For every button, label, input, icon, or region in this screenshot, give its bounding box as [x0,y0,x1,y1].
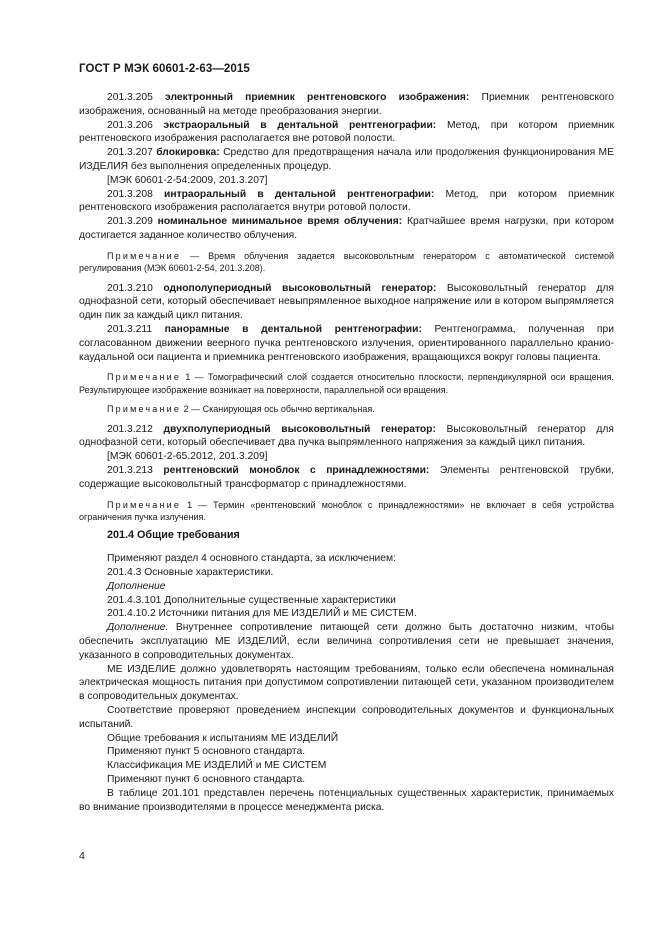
definition-paragraph [79,91,614,119]
definitions-block [79,91,614,523]
definition-number: 201.3.212 [107,423,153,435]
definition-paragraph [79,188,614,216]
definition-paragraph [79,423,614,451]
definition-text: Элементы рентгеновской трубки, содержащие высоковольтный трансформатор с принадлежностями. [79,464,614,490]
definition-paragraph [79,119,614,147]
page-content [79,91,614,814]
definition-text: Кратчайшее время нагрузки, при котором достигается заданное количество облучения. [79,216,614,241]
note-text: — Время облучения задается высоковольтным генератором с автоматической системой регулирования (МЭК 60601-2-54, 201.3.208). [79,250,614,274]
note-paragraph [79,371,614,396]
note-paragraph [79,499,614,524]
note-paragraph [79,250,614,275]
definition-text: Метод, при котором приемник рентгеновского изображения располагается внутри ротовой полости. [79,188,614,214]
section-line: 201.4.3.101 Дополнительные существенные характеристики [107,594,396,606]
definition-paragraph [79,146,614,174]
definition-term: панорамные в дентальной рентгенографии: [164,323,422,335]
definition-number: 201.3.213 [107,464,153,476]
section-line: Применяют раздел 4 основного стандарта, за исключением: [107,553,396,565]
section-line: Классификация МЕ ИЗДЕЛИЙ и МЕ СИСТЕМ [107,760,327,772]
definition-text: Приемник рентгеновского изображения, основанный на методе преобразования энергии. [79,92,614,117]
reference-line: [МЭК 60601-2-54:2009, 201.3.207] [107,174,268,186]
note-label: Примечание [107,404,182,415]
document-header: ГОСТ Р МЭК 60601-2-63—2015 [79,63,250,75]
body-paragraph: МЕ ИЗДЕЛИЕ должно удовлетворять настоящим требованиям, только если обеспечена номинальная электрическая мощность питания при допустимом сопротивлении питающей сети, указанном производителем в сопроводительных документах. [79,663,614,703]
section-line: 201.4.10.2 Источники питания для МЕ ИЗДЕЛИЙ и МЕ СИСТЕМ. [107,608,417,620]
definition-text: Средство для предотвращения начала или продолжения функционирования МЕ ИЗДЕЛИЯ без выполнения определенных процедур. [79,147,614,172]
definition-term: электронный приемник рентгеновского изображения: [165,92,470,103]
note-label: Примечание [107,499,182,510]
addition-paragraph [79,621,614,662]
definition-term: номинальное минимальное время облучения: [157,216,403,228]
definition-text: Метод, при котором приемник рентгеновского изображения располагается вне ротовой полости. [79,119,614,145]
definition-term: экстраоральный в дентальной рентгенографии: [163,119,437,131]
body-paragraph: Соответствие проверяют проведением инспекции сопроводительных документов и функциональных испытаний. [79,704,614,730]
definition-text: Высоковольтный генератор для однофазной сети, который обеспечивает невыпрямленное выходное напряжение или в котором выпрямляется один пик за каждый цикл питания. [79,282,614,322]
definition-term: однополупериодный высоковольтный генератор: [163,282,437,294]
note-label: Примечание [107,372,182,383]
definition-paragraph [79,215,614,243]
definition-number: 201.3.210 [107,282,153,294]
section-body [79,552,614,814]
definition-number: 201.3.211 [107,323,153,335]
section-line: Дополнение [107,580,166,592]
definition-paragraph [79,282,614,323]
definition-term: блокировка: [156,147,220,159]
definition-paragraph [79,323,614,364]
section-line: 201.4.3 Основные характеристики. [107,566,274,578]
note-text: 2 — Сканирующая ось обычно вертикальная. [181,404,375,415]
section-line: Применяют пункт 5 основного стандарта. [107,746,306,758]
definition-text: Высоковольтный генератор для однофазной сети, который обеспечивает два пучка выпрямленного напряжения за каждый цикл питания. [79,423,614,449]
definition-term: рентгеновский моноблок с принадлежностями: [163,464,430,476]
definition-number: 201.3.205 [107,92,153,103]
definition-term: интраоральный в дентальной рентгенографии: [164,188,435,200]
definition-term: двухполупериодный высоковольтный генератор: [163,423,436,435]
page-number: 4 [79,850,85,862]
definition-paragraph [79,464,614,492]
definition-number: 201.3.208 [107,188,153,200]
definition-number: 201.3.207 [107,147,153,159]
note-text: 1 — Термин «рентгеновский моноблок с принадлежностями» не включает в себя устройства ограничения пучка излучения. [79,499,614,522]
note-label: Примечание [107,250,182,261]
addition-label: Дополнение. [107,622,169,634]
addition-text: Внутреннее сопротивление питающей сети должно быть достаточно низким, чтобы обеспечить эксплуатацию МЕ ИЗДЕЛИЙ, если величина сопротивления сети не превышает значения, указанного в сопроводительных документах. [79,622,614,661]
definition-number: 201.3.206 [107,119,153,131]
reference-line: [МЭК 60601-2-65.2012, 201.3.209] [107,451,268,463]
definition-number: 201.3.209 [107,216,153,228]
section-heading: 201.4 Общие требования [107,529,240,542]
body-paragraph: В таблице 201.101 представлен перечень потенциальных существенных характеристик, принимаемых во внимание производителями в процессе менеджмента риска. [79,787,614,813]
note-paragraph [79,403,614,415]
definition-text: Рентгенограмма, полученная при согласованном движении веерного пучка рентгеновского излучения, ориентированного параллельно кранио-каудальной оси пациента и приемника рентгеновского изображения, вращающихся вокруг головы пациента. [79,323,614,363]
note-text: 1 — Томографический слой создается относительно плоскости, перпендикулярной оси вращения. Результирующее изображение возникает на поверхности, параллельной оси вращения. [79,372,614,395]
section-line: Общие требования к испытаниям МЕ ИЗДЕЛИЙ [107,732,339,744]
section-line: Применяют пункт 6 основного стандарта. [107,773,306,785]
